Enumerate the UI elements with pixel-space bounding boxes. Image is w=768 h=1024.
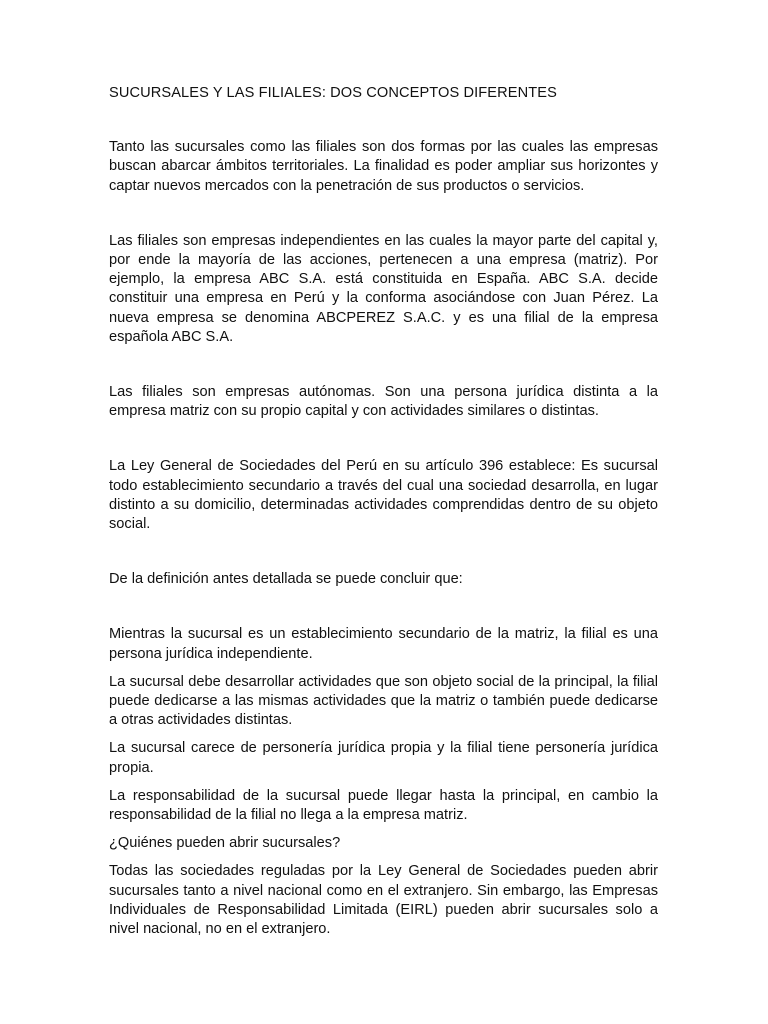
paragraph-conclusion-intro: De la definición antes detallada se puede concluir que:: [109, 571, 463, 588]
paragraph-diferencia-1: Mientras la sucursal es un establecimiento secundario de la matriz, la filial es una persona jurídica independiente.: [109, 626, 658, 662]
paragraph-filiales-autonomas: Las filiales son empresas autónomas. Son una persona jurídica distinta a la empresa matriz con su propio capital y con actividades similares o distintas.: [109, 384, 658, 420]
paragraph-filiales-definicion: Las filiales son empresas independientes en las cuales la mayor parte del capital y, por ende la mayoría de las acciones, pertenecen a una empresa (matriz). Por ejemplo, la empresa ABC S.A. está constituida en España. ABC S.A. decide constituir una empresa en Perú y la conforma asociándose con Juan Pérez. La nueva empresa se denomina ABCPEREZ S.A.C. y es una filial de la empresa española ABC S.A.: [109, 232, 658, 345]
paragraph-diferencia-2: La sucursal debe desarrollar actividades que son objeto social de la principal, la filial puede dedicarse a las mismas actividades que la matriz o también puede dedicarse a otras actividades distintas.: [109, 673, 658, 729]
paragraph-diferencia-3: La sucursal carece de personería jurídica propia y la filial tiene personería jurídica propia.: [109, 740, 658, 776]
paragraph-pregunta: ¿Quiénes pueden abrir sucursales?: [109, 835, 341, 852]
document-page: [109, 84, 658, 939]
paragraph-ley-sociedades: La Ley General de Sociedades del Perú en su artículo 396 establece: Es sucursal todo establecimiento secundario a través del cual una sociedad desarrolla, en lugar distinto a su domicilio, determinadas actividades comprendidas dentro de su objeto social.: [109, 458, 658, 533]
document-title: SUCURSALES Y LAS FILIALES: DOS CONCEPTOS DIFERENTES: [109, 85, 557, 101]
paragraph-intro: Tanto las sucursales como las filiales son dos formas por las cuales las empresas buscan abarcar ámbitos territoriales. La finalidad es poder ampliar sus horizontes y captar nuevos mercados con la penetración de sus productos o servicios.: [109, 139, 658, 194]
paragraph-diferencia-4: La responsabilidad de la sucursal puede llegar hasta la principal, en cambio la responsabilidad de la filial no llega a la empresa matriz.: [109, 787, 658, 824]
paragraph-respuesta: Todas las sociedades reguladas por la Ley General de Sociedades pueden abrir sucursales tanto a nivel nacional como en el extranjero. Sin embargo, las Empresas Individuales de Responsabilidad Limitada (EIRL) pueden abrir sucursales solo a nivel nacional, no en el extranjero.: [109, 863, 658, 938]
